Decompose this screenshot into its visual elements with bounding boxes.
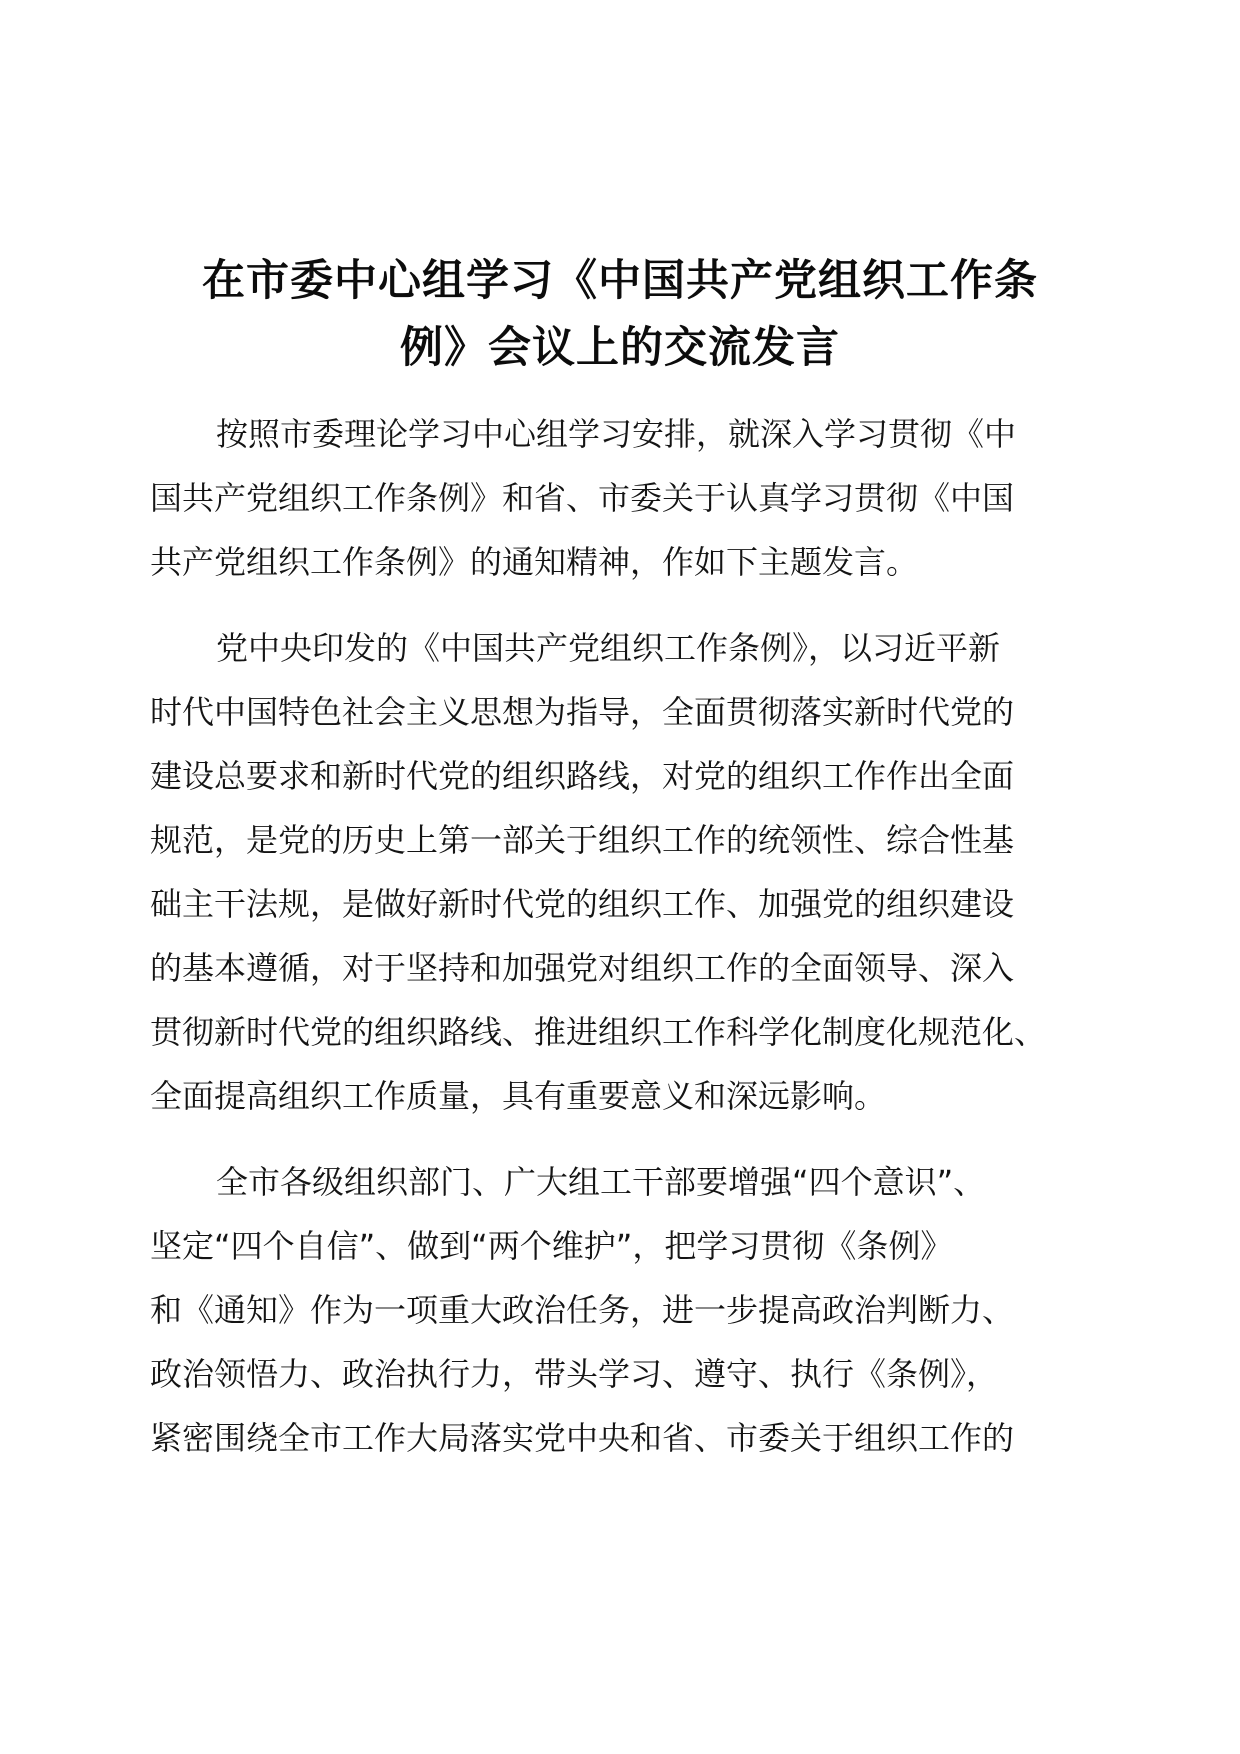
paragraph-line: 和《通知》作为一项重大政治任务，进一步提高政治判断力、 bbox=[150, 1291, 1015, 1329]
title-line-2: 例》会议上的交流发言 bbox=[400, 323, 840, 373]
paragraph-line: 紧密围绕全市工作大局落实党中央和省、市委关于组织工作的 bbox=[150, 1419, 1015, 1457]
paragraph-line: 全市各级组织部门、广大组工干部要增强“四个意识”、 bbox=[216, 1163, 986, 1201]
paragraph-line: 政治领悟力、政治执行力，带头学习、遵守、执行《条例》， bbox=[150, 1355, 999, 1393]
paragraph-3 bbox=[150, 1150, 1095, 1470]
paragraph-line: 党中央印发的《中国共产党组织工作条例》，以习近平新 bbox=[216, 629, 1001, 667]
title-line-1: 在市委中心组学习《中国共产党组织工作条 bbox=[202, 256, 1038, 306]
paragraph-line: 按照市委理论学习中心组学习安排，就深入学习贯彻《中 bbox=[216, 415, 1017, 453]
paragraph-line: 贯彻新时代党的组织路线、推进组织工作科学化制度化规范化、 bbox=[150, 1013, 1047, 1051]
paragraph-line: 的基本遵循，对于坚持和加强党对组织工作的全面领导、深入 bbox=[150, 949, 1015, 987]
document-body bbox=[150, 402, 1095, 1492]
paragraph-2 bbox=[150, 616, 1095, 1128]
paragraph-line: 建设总要求和新时代党的组织路线，对党的组织工作作出全面 bbox=[150, 757, 1015, 795]
paragraph-1 bbox=[150, 402, 1095, 594]
paragraph-line: 规范，是党的历史上第一部关于组织工作的统领性、综合性基 bbox=[150, 821, 1015, 859]
paragraph-line: 时代中国特色社会主义思想为指导，全面贯彻落实新时代党的 bbox=[150, 693, 1015, 731]
paragraph-line: 础主干法规，是做好新时代党的组织工作、加强党的组织建设 bbox=[150, 885, 1015, 923]
paragraph-line: 共产党组织工作条例》的通知精神，作如下主题发言。 bbox=[150, 543, 919, 581]
document-title bbox=[150, 248, 1090, 382]
paragraph-line: 国共产党组织工作条例》和省、市委关于认真学习贯彻《中国 bbox=[150, 479, 1015, 517]
paragraph-line: 全面提高组织工作质量，具有重要意义和深远影响。 bbox=[150, 1077, 887, 1115]
paragraph-line: 坚定“四个自信”、做到“两个维护”，把学习贯彻《条例》 bbox=[150, 1227, 953, 1265]
